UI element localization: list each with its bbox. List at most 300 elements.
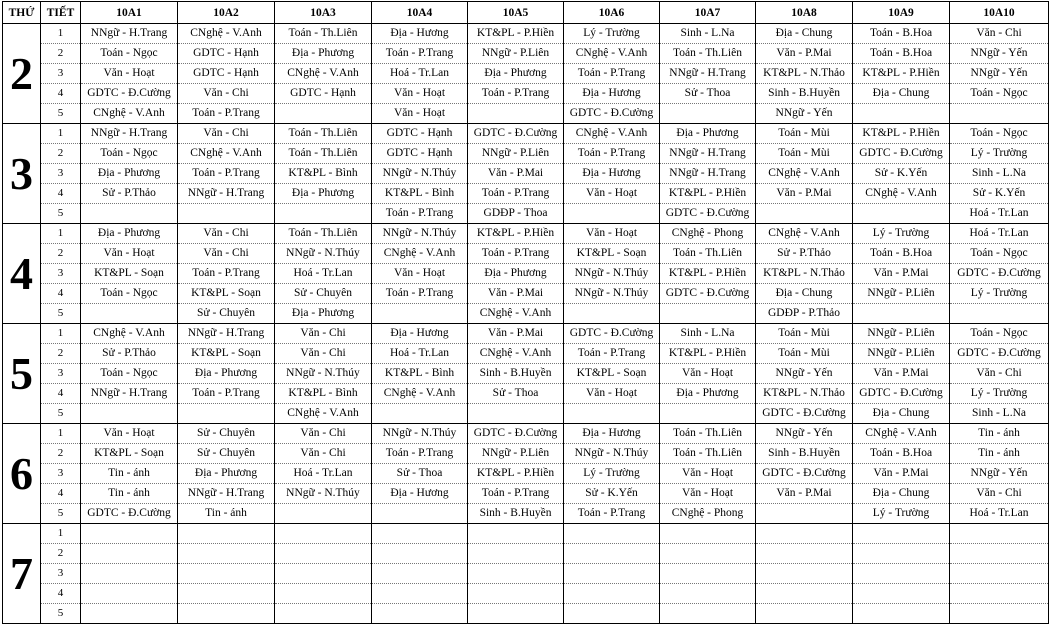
lesson-cell: Toán - Th.Liên — [660, 444, 756, 464]
period-number: 3 — [41, 64, 81, 84]
lesson-cell: GDTC - Đ.Cường — [468, 424, 564, 444]
lesson-cell: Sử - K.Yến — [564, 484, 660, 504]
header-class: 10A3 — [275, 2, 372, 24]
day-label: 6 — [3, 424, 41, 524]
lesson-cell: KT&PL - N.Thảo — [756, 64, 853, 84]
lesson-cell: KT&PL - Soạn — [564, 244, 660, 264]
lesson-cell: Sử - K.Yến — [853, 164, 950, 184]
table-row — [3, 324, 1049, 344]
lesson-cell: KT&PL - P.Hiền — [660, 344, 756, 364]
table-row — [3, 364, 1049, 384]
lesson-cell: CNghệ - Phong — [660, 504, 756, 524]
table-row — [3, 564, 1049, 584]
lesson-cell — [660, 544, 756, 564]
lesson-cell: Địa - Hương — [372, 484, 468, 504]
lesson-cell — [275, 524, 372, 544]
lesson-cell — [178, 544, 275, 564]
lesson-cell: Địa - Phương — [468, 64, 564, 84]
lesson-cell — [756, 544, 853, 564]
lesson-cell: Sử - Thoa — [660, 84, 756, 104]
header-class: 10A5 — [468, 2, 564, 24]
lesson-cell — [853, 104, 950, 124]
table-row — [3, 304, 1049, 324]
lesson-cell: GDTC - Đ.Cường — [564, 324, 660, 344]
lesson-cell — [275, 584, 372, 604]
header-class: 10A8 — [756, 2, 853, 24]
lesson-cell: Văn - Chi — [178, 224, 275, 244]
lesson-cell — [372, 544, 468, 564]
lesson-cell: KT&PL - P.Hiền — [468, 224, 564, 244]
lesson-cell: Toán - Ngọc — [950, 244, 1049, 264]
lesson-cell: Văn - P.Mai — [756, 44, 853, 64]
lesson-cell: NNgữ - Yến — [950, 64, 1049, 84]
lesson-cell: Toán - Mùi — [756, 124, 853, 144]
lesson-cell: Sử - P.Thảo — [81, 184, 178, 204]
lesson-cell: KT&PL - P.Hiền — [853, 64, 950, 84]
lesson-cell — [756, 564, 853, 584]
lesson-cell: Toán - P.Trang — [468, 184, 564, 204]
lesson-cell: Tin - ánh — [950, 424, 1049, 444]
period-number: 1 — [41, 224, 81, 244]
lesson-cell: KT&PL - Soạn — [178, 284, 275, 304]
lesson-cell — [372, 524, 468, 544]
lesson-cell: Địa - Hương — [564, 84, 660, 104]
lesson-cell: Hoá - Tr.Lan — [950, 504, 1049, 524]
lesson-cell — [372, 304, 468, 324]
lesson-cell: Địa - Hương — [372, 324, 468, 344]
lesson-cell: Văn - Hoạt — [81, 64, 178, 84]
lesson-cell: Văn - Chi — [275, 324, 372, 344]
lesson-cell: Hoá - Tr.Lan — [950, 224, 1049, 244]
lesson-cell: Sử - K.Yến — [950, 184, 1049, 204]
lesson-cell: CNghệ - V.Anh — [853, 424, 950, 444]
lesson-cell: Lý - Trường — [564, 464, 660, 484]
period-number: 3 — [41, 564, 81, 584]
table-row — [3, 244, 1049, 264]
lesson-cell: NNgữ - H.Trang — [81, 24, 178, 44]
period-number: 1 — [41, 324, 81, 344]
lesson-cell: Văn - Chi — [950, 484, 1049, 504]
lesson-cell — [564, 564, 660, 584]
lesson-cell: CNghệ - V.Anh — [756, 164, 853, 184]
period-number: 3 — [41, 364, 81, 384]
table-row — [3, 264, 1049, 284]
lesson-cell: Văn - P.Mai — [756, 184, 853, 204]
lesson-cell — [81, 604, 178, 624]
lesson-cell: NNgữ - N.Thúy — [564, 444, 660, 464]
lesson-cell: KT&PL - Bình — [275, 384, 372, 404]
table-row — [3, 44, 1049, 64]
lesson-cell: CNghệ - V.Anh — [275, 404, 372, 424]
lesson-cell: GDTC - Đ.Cường — [950, 344, 1049, 364]
lesson-cell: Địa - Phương — [275, 44, 372, 64]
lesson-cell — [372, 564, 468, 584]
lesson-cell: NNgữ - H.Trang — [660, 164, 756, 184]
lesson-cell: Văn - Hoạt — [372, 104, 468, 124]
lesson-cell: NNgữ - H.Trang — [81, 384, 178, 404]
table-row — [3, 404, 1049, 424]
lesson-cell — [660, 404, 756, 424]
lesson-cell: Tin - ánh — [178, 504, 275, 524]
lesson-cell: Toán - Th.Liên — [660, 44, 756, 64]
period-number: 2 — [41, 44, 81, 64]
lesson-cell: NNgữ - H.Trang — [178, 184, 275, 204]
lesson-cell: GDĐP - Thoa — [468, 204, 564, 224]
period-number: 5 — [41, 404, 81, 424]
lesson-cell — [564, 404, 660, 424]
lesson-cell: GDTC - Đ.Cường — [81, 504, 178, 524]
lesson-cell: Toán - P.Trang — [178, 384, 275, 404]
lesson-cell: Toán - Ngọc — [950, 324, 1049, 344]
lesson-cell — [178, 604, 275, 624]
lesson-cell: NNgữ - N.Thúy — [372, 224, 468, 244]
lesson-cell — [660, 524, 756, 544]
table-row — [3, 184, 1049, 204]
lesson-cell: Lý - Trường — [564, 24, 660, 44]
table-row — [3, 504, 1049, 524]
lesson-cell: KT&PL - Bình — [275, 164, 372, 184]
lesson-cell — [756, 524, 853, 544]
lesson-cell: NNgữ - P.Liên — [468, 44, 564, 64]
period-number: 3 — [41, 164, 81, 184]
lesson-cell: Địa - Phương — [275, 304, 372, 324]
lesson-cell: Toán - Th.Liên — [660, 244, 756, 264]
lesson-cell — [660, 304, 756, 324]
lesson-cell — [564, 304, 660, 324]
lesson-cell — [81, 564, 178, 584]
lesson-cell: GDTC - Đ.Cường — [81, 84, 178, 104]
period-number: 2 — [41, 544, 81, 564]
day-label: 7 — [3, 524, 41, 624]
period-number: 4 — [41, 584, 81, 604]
period-number: 2 — [41, 244, 81, 264]
lesson-cell: CNghệ - V.Anh — [178, 144, 275, 164]
lesson-cell — [275, 564, 372, 584]
lesson-cell — [468, 544, 564, 564]
lesson-cell: NNgữ - Yến — [756, 104, 853, 124]
lesson-cell: Sinh - L.Na — [660, 24, 756, 44]
lesson-cell: Toán - P.Trang — [468, 484, 564, 504]
header-class: 10A2 — [178, 2, 275, 24]
header-class: 10A10 — [950, 2, 1049, 24]
lesson-cell: CNghệ - V.Anh — [468, 304, 564, 324]
lesson-cell: GDTC - Hạnh — [275, 84, 372, 104]
lesson-cell: Địa - Hương — [564, 164, 660, 184]
lesson-cell — [468, 604, 564, 624]
lesson-cell: GDTC - Hạnh — [372, 144, 468, 164]
lesson-cell: Toán - Th.Liên — [275, 24, 372, 44]
lesson-cell — [950, 304, 1049, 324]
lesson-cell: CNghệ - V.Anh — [178, 24, 275, 44]
period-number: 5 — [41, 504, 81, 524]
lesson-cell: Văn - P.Mai — [853, 364, 950, 384]
header-day: THỨ — [3, 2, 41, 24]
lesson-cell: Địa - Phương — [660, 124, 756, 144]
period-number: 4 — [41, 484, 81, 504]
table-row — [3, 124, 1049, 144]
lesson-cell: Toán - P.Trang — [372, 444, 468, 464]
lesson-cell — [756, 204, 853, 224]
lesson-cell: GDTC - Đ.Cường — [853, 384, 950, 404]
lesson-cell: KT&PL - Soạn — [178, 344, 275, 364]
timetable — [2, 1, 1049, 624]
table-row — [3, 64, 1049, 84]
lesson-cell — [950, 544, 1049, 564]
lesson-cell: NNgữ - N.Thúy — [564, 264, 660, 284]
lesson-cell: Văn - Chi — [275, 444, 372, 464]
header-period: TIẾT — [41, 2, 81, 24]
lesson-cell: Toán - P.Trang — [372, 204, 468, 224]
lesson-cell: NNgữ - P.Liên — [853, 284, 950, 304]
lesson-cell — [950, 524, 1049, 544]
lesson-cell: Địa - Phương — [178, 364, 275, 384]
lesson-cell — [950, 604, 1049, 624]
lesson-cell: Văn - Hoạt — [372, 84, 468, 104]
table-row — [3, 444, 1049, 464]
lesson-cell: Văn - Hoạt — [564, 224, 660, 244]
lesson-cell: Toán - B.Hoa — [853, 44, 950, 64]
lesson-cell — [853, 204, 950, 224]
lesson-cell: GDTC - Hạnh — [178, 64, 275, 84]
table-row — [3, 224, 1049, 244]
lesson-cell: Văn - Hoạt — [81, 424, 178, 444]
header-class: 10A9 — [853, 2, 950, 24]
period-number: 5 — [41, 304, 81, 324]
lesson-cell — [660, 604, 756, 624]
lesson-cell: CNghệ - V.Anh — [853, 184, 950, 204]
lesson-cell: NNgữ - N.Thúy — [275, 364, 372, 384]
lesson-cell: CNghệ - V.Anh — [372, 244, 468, 264]
lesson-cell: Sinh - L.Na — [950, 164, 1049, 184]
lesson-cell: GDTC - Đ.Cường — [660, 204, 756, 224]
lesson-cell: Toán - Th.Liên — [275, 144, 372, 164]
lesson-cell: Toán - P.Trang — [468, 84, 564, 104]
period-number: 5 — [41, 204, 81, 224]
lesson-cell: CNghệ - Phong — [660, 224, 756, 244]
header-class: 10A4 — [372, 2, 468, 24]
period-number: 3 — [41, 264, 81, 284]
lesson-cell: Sinh - B.Huyền — [756, 84, 853, 104]
lesson-cell — [756, 584, 853, 604]
lesson-cell — [275, 104, 372, 124]
lesson-cell: Tin - ánh — [81, 484, 178, 504]
lesson-cell: Toán - Th.Liên — [275, 124, 372, 144]
lesson-cell: GDTC - Hạnh — [178, 44, 275, 64]
day-label: 4 — [3, 224, 41, 324]
lesson-cell: Địa - Phương — [81, 164, 178, 184]
table-row — [3, 584, 1049, 604]
lesson-cell — [372, 604, 468, 624]
lesson-cell — [468, 564, 564, 584]
lesson-cell — [468, 524, 564, 544]
period-number: 1 — [41, 524, 81, 544]
lesson-cell: Sử - P.Thảo — [81, 344, 178, 364]
lesson-cell: Địa - Chung — [756, 24, 853, 44]
lesson-cell: GDTC - Đ.Cường — [468, 124, 564, 144]
lesson-cell: NNgữ - H.Trang — [178, 324, 275, 344]
table-row — [3, 484, 1049, 504]
lesson-cell: Toán - P.Trang — [372, 284, 468, 304]
lesson-cell: KT&PL - P.Hiền — [660, 184, 756, 204]
lesson-cell: Lý - Trường — [950, 384, 1049, 404]
lesson-cell: Địa - Hương — [564, 424, 660, 444]
lesson-cell: Toán - B.Hoa — [853, 444, 950, 464]
lesson-cell: NNgữ - H.Trang — [178, 484, 275, 504]
table-row — [3, 464, 1049, 484]
lesson-cell: Sử - Chuyên — [178, 424, 275, 444]
lesson-cell — [275, 544, 372, 564]
table-row — [3, 604, 1049, 624]
period-number: 1 — [41, 424, 81, 444]
lesson-cell: CNghệ - V.Anh — [564, 124, 660, 144]
lesson-cell: KT&PL - Soạn — [81, 444, 178, 464]
lesson-cell: KT&PL - P.Hiền — [660, 264, 756, 284]
lesson-cell — [660, 104, 756, 124]
lesson-cell: Địa - Chung — [853, 84, 950, 104]
lesson-cell: CNghệ - V.Anh — [275, 64, 372, 84]
lesson-cell: Toán - Mùi — [756, 324, 853, 344]
lesson-cell: NNgữ - Yến — [756, 424, 853, 444]
lesson-cell — [178, 584, 275, 604]
lesson-cell — [756, 504, 853, 524]
lesson-cell: Văn - P.Mai — [756, 484, 853, 504]
lesson-cell: Văn - P.Mai — [853, 264, 950, 284]
table-row — [3, 544, 1049, 564]
lesson-cell: Văn - Hoạt — [660, 364, 756, 384]
lesson-cell: NNgữ - P.Liên — [468, 144, 564, 164]
table-row — [3, 284, 1049, 304]
lesson-cell: Văn - Chi — [178, 84, 275, 104]
day-label: 2 — [3, 24, 41, 124]
lesson-cell — [178, 404, 275, 424]
lesson-cell: NNgữ - H.Trang — [81, 124, 178, 144]
lesson-cell — [178, 564, 275, 584]
lesson-cell: Văn - Hoạt — [660, 484, 756, 504]
lesson-cell: Sử - Chuyên — [178, 444, 275, 464]
lesson-cell: Địa - Hương — [372, 24, 468, 44]
lesson-cell: CNghệ - V.Anh — [756, 224, 853, 244]
lesson-cell: Văn - Chi — [178, 244, 275, 264]
lesson-cell: CNghệ - V.Anh — [468, 344, 564, 364]
lesson-cell: Sinh - B.Huyền — [756, 444, 853, 464]
lesson-cell: KT&PL - Soạn — [564, 364, 660, 384]
lesson-cell: Hoá - Tr.Lan — [950, 204, 1049, 224]
lesson-cell: Sử - Chuyên — [275, 284, 372, 304]
lesson-cell — [81, 204, 178, 224]
lesson-cell: NNgữ - N.Thúy — [372, 164, 468, 184]
lesson-cell: Địa - Phương — [275, 184, 372, 204]
lesson-cell: KT&PL - N.Thảo — [756, 264, 853, 284]
header-class: 10A1 — [81, 2, 178, 24]
lesson-cell — [853, 584, 950, 604]
lesson-cell — [275, 504, 372, 524]
lesson-cell: Toán - Mùi — [756, 144, 853, 164]
lesson-cell: CNghệ - V.Anh — [372, 384, 468, 404]
lesson-cell: Văn - P.Mai — [468, 324, 564, 344]
period-number: 4 — [41, 384, 81, 404]
lesson-cell: Hoá - Tr.Lan — [275, 464, 372, 484]
lesson-cell: Sử - Thoa — [468, 384, 564, 404]
lesson-cell — [660, 584, 756, 604]
lesson-cell: CNghệ - V.Anh — [81, 324, 178, 344]
lesson-cell: Văn - Chi — [275, 424, 372, 444]
lesson-cell: Lý - Trường — [853, 504, 950, 524]
table-row — [3, 424, 1049, 444]
day-label: 5 — [3, 324, 41, 424]
period-number: 4 — [41, 84, 81, 104]
lesson-cell: Lý - Trường — [950, 144, 1049, 164]
lesson-cell: CNghệ - V.Anh — [564, 44, 660, 64]
lesson-cell: Hoá - Tr.Lan — [372, 64, 468, 84]
lesson-cell — [275, 604, 372, 624]
lesson-cell: Địa - Chung — [853, 404, 950, 424]
lesson-cell: NNgữ - N.Thúy — [564, 284, 660, 304]
lesson-cell: GDTC - Đ.Cường — [660, 284, 756, 304]
lesson-cell — [81, 524, 178, 544]
lesson-cell — [853, 524, 950, 544]
lesson-cell — [564, 544, 660, 564]
lesson-cell — [468, 404, 564, 424]
lesson-cell: Sử - Chuyên — [178, 304, 275, 324]
table-row — [3, 524, 1049, 544]
lesson-cell: GDTC - Đ.Cường — [564, 104, 660, 124]
lesson-cell: KT&PL - Bình — [372, 364, 468, 384]
table-row — [3, 104, 1049, 124]
period-number: 2 — [41, 344, 81, 364]
lesson-cell: Toán - B.Hoa — [853, 244, 950, 264]
lesson-cell: Sinh - L.Na — [950, 404, 1049, 424]
lesson-cell — [81, 404, 178, 424]
lesson-cell: Toán - P.Trang — [564, 504, 660, 524]
lesson-cell — [950, 584, 1049, 604]
period-number: 1 — [41, 24, 81, 44]
lesson-cell — [81, 304, 178, 324]
lesson-cell: Hoá - Tr.Lan — [372, 344, 468, 364]
lesson-cell: Lý - Trường — [950, 284, 1049, 304]
lesson-cell: Văn - P.Mai — [468, 164, 564, 184]
table-row — [3, 384, 1049, 404]
lesson-cell — [853, 544, 950, 564]
period-number: 3 — [41, 464, 81, 484]
period-number: 2 — [41, 144, 81, 164]
table-row — [3, 344, 1049, 364]
lesson-cell — [372, 584, 468, 604]
lesson-cell: Toán - P.Trang — [564, 64, 660, 84]
table-row — [3, 144, 1049, 164]
lesson-cell: KT&PL - P.Hiền — [468, 464, 564, 484]
lesson-cell — [81, 584, 178, 604]
lesson-cell — [275, 204, 372, 224]
lesson-cell: KT&PL - Bình — [372, 184, 468, 204]
lesson-cell: NNgữ - N.Thúy — [275, 484, 372, 504]
header-row — [3, 2, 1049, 24]
lesson-cell: Tin - ánh — [950, 444, 1049, 464]
lesson-cell: Địa - Phương — [660, 384, 756, 404]
lesson-cell: Toán - P.Trang — [564, 144, 660, 164]
lesson-cell: GDTC - Hạnh — [372, 124, 468, 144]
lesson-cell: NNgữ - P.Liên — [853, 344, 950, 364]
lesson-cell: Văn - Chi — [950, 364, 1049, 384]
lesson-cell — [564, 204, 660, 224]
lesson-cell: GDTC - Đ.Cường — [756, 404, 853, 424]
lesson-cell: KT&PL - Soạn — [81, 264, 178, 284]
lesson-cell — [468, 104, 564, 124]
lesson-cell: KT&PL - N.Thảo — [756, 384, 853, 404]
lesson-cell: Lý - Trường — [853, 224, 950, 244]
lesson-cell: Toán - Ngọc — [950, 124, 1049, 144]
lesson-cell: NNgữ - H.Trang — [660, 144, 756, 164]
lesson-cell: NNgữ - Yến — [950, 464, 1049, 484]
